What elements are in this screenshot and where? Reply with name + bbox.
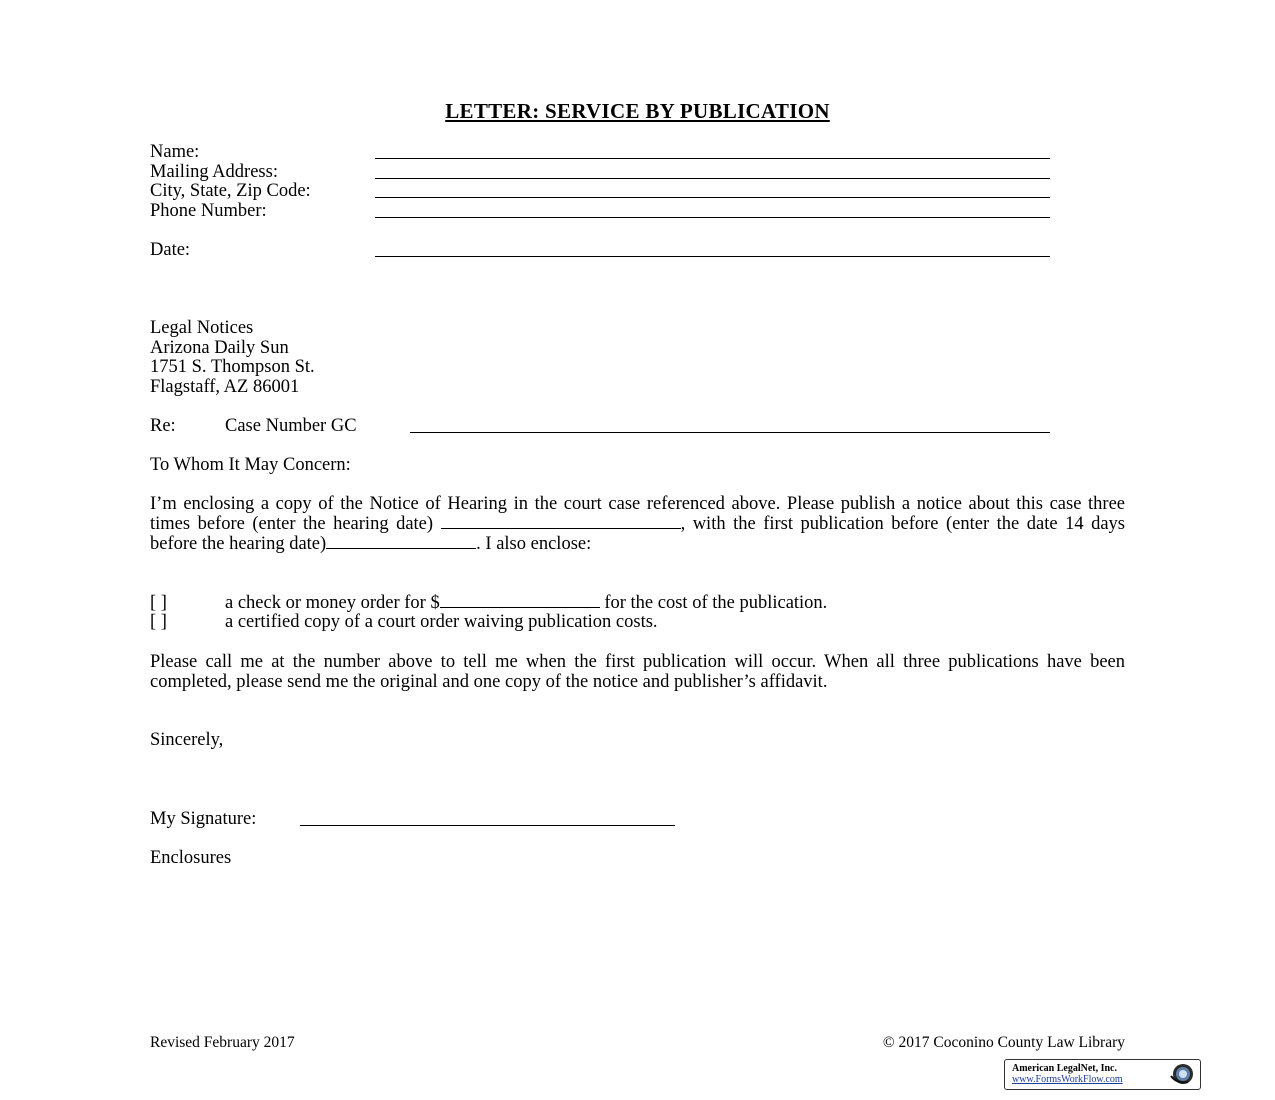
city-state-zip-field-line[interactable] bbox=[375, 197, 1050, 198]
body-paragraph-1 bbox=[150, 494, 1125, 554]
signature-field-line[interactable] bbox=[300, 825, 675, 826]
check-amount-blank[interactable] bbox=[440, 593, 600, 608]
american-legalnet-badge[interactable] bbox=[1004, 1059, 1201, 1090]
page-title: LETTER: SERVICE BY PUBLICATION bbox=[445, 99, 830, 123]
hearing-date-blank[interactable] bbox=[441, 514, 681, 529]
badge-url[interactable]: www.FormsWorkFlow.com bbox=[1012, 1074, 1123, 1085]
salutation: To Whom It May Concern: bbox=[150, 455, 351, 475]
body-paragraph-1-part-b: , with the first publication before (enter the date 14 days before the hearing date) bbox=[150, 514, 1125, 554]
recipient-line-2: Arizona Daily Sun bbox=[150, 338, 289, 358]
body-paragraph-2: Please call me at the number above to tell me when the first publication will occur. When all three publications have been completed, please send me the original and one copy of the notice and publisher’s affidavit. bbox=[150, 652, 1125, 692]
case-number-label: Case Number GC bbox=[225, 416, 357, 436]
signature-label: My Signature: bbox=[150, 809, 257, 829]
enclosures-label: Enclosures bbox=[150, 848, 232, 868]
body-paragraph-1-part-a: I’m enclosing a copy of the Notice of Hearing in the court case referenced above. Please publish a notice about this case three times before (enter the hearing date) bbox=[150, 494, 1125, 534]
date-label: Date: bbox=[150, 240, 191, 260]
recipient-line-3: 1751 S. Thompson St. bbox=[150, 357, 315, 377]
date-field-line[interactable] bbox=[375, 256, 1050, 257]
recipient-line-1: Legal Notices bbox=[150, 318, 254, 338]
check-option-box[interactable]: [ ] bbox=[150, 593, 167, 613]
waiver-option-box[interactable]: [ ] bbox=[150, 612, 167, 632]
globe-icon bbox=[1168, 1062, 1196, 1086]
body-paragraph-1-part-c: . I also enclose: bbox=[476, 534, 592, 554]
first-publication-date-blank[interactable] bbox=[326, 534, 476, 549]
footer-revised: Revised February 2017 bbox=[150, 1034, 295, 1051]
name-label: Name: bbox=[150, 142, 200, 162]
mailing-address-field-line[interactable] bbox=[375, 178, 1050, 179]
re-label: Re: bbox=[150, 416, 176, 436]
waiver-option-text: a certified copy of a court order waiving publication costs. bbox=[225, 612, 658, 632]
case-number-field-line[interactable] bbox=[410, 432, 1050, 433]
check-option-text bbox=[225, 593, 827, 613]
name-field-line[interactable] bbox=[375, 158, 1050, 159]
check-option-text-b: for the cost of the publication. bbox=[599, 593, 828, 613]
check-option-text-a: a check or money order for $ bbox=[225, 593, 440, 613]
recipient-line-4: Flagstaff, AZ 86001 bbox=[150, 377, 300, 397]
city-state-zip-label: City, State, Zip Code: bbox=[150, 181, 311, 201]
phone-number-label: Phone Number: bbox=[150, 201, 267, 221]
mailing-address-label: Mailing Address: bbox=[150, 162, 278, 182]
footer-copyright: © 2017 Coconino County Law Library bbox=[882, 1034, 1125, 1051]
closing: Sincerely, bbox=[150, 730, 224, 750]
phone-number-field-line[interactable] bbox=[375, 217, 1050, 218]
badge-company: American LegalNet, Inc. bbox=[1012, 1063, 1117, 1074]
